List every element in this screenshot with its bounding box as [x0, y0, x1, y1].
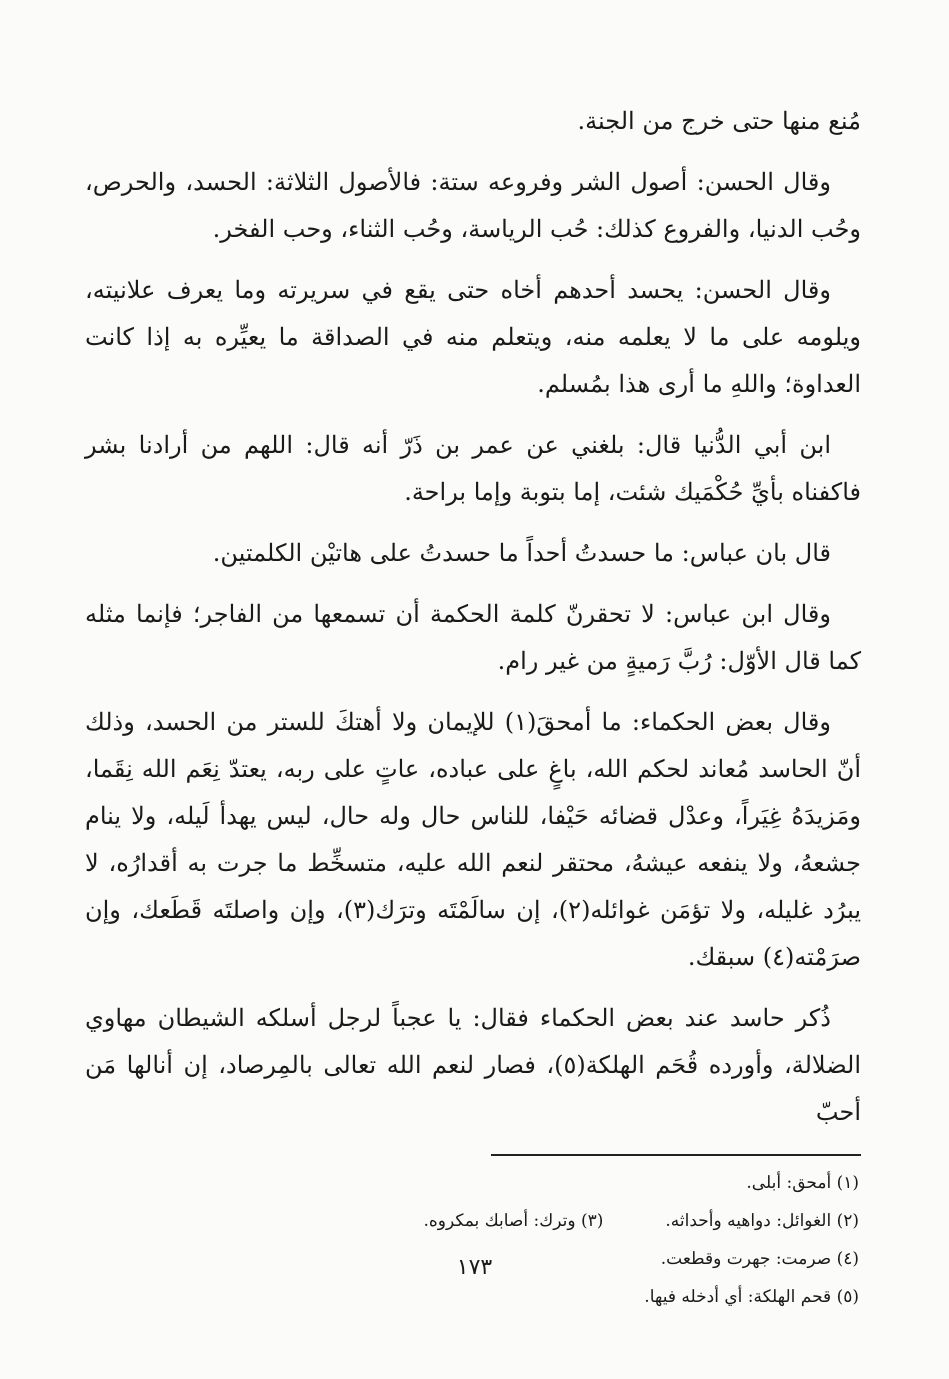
paragraph-8: ذُكر حاسد عند بعض الحكماء فقال: يا عجباً لرجل أسلكه الشيطان مهاوي الضلالة، وأورده قُحَم الهلكة(٥)، فصار لنعم الله تعالى بالمِرصاد، إن أنالها مَن أحبّ: [85, 1004, 861, 1126]
footnote-2: (٢) الغوائل: دواهيه وأحداثه.: [665, 1211, 859, 1231]
paragraph-6: وقال ابن عباس: لا تحقرنّ كلمة الحكمة أن تسمعها من الفاجر؛ فإنما مثله كما قال الأوّل: رُبَّ رَميةٍ من غير رام.: [85, 600, 861, 675]
paragraph-3: وقال الحسن: يحسد أحدهم أخاه حتى يقع في سريرته وما يعرف علانيته، ويلومه على ما لا يعلمه منه، ويتعلم منه في الصداقة ما يعيِّره به إذا كانت العداوة؛ واللهِ ما أرى هذا بمُسلم.: [85, 276, 861, 398]
footnotes: [85, 1164, 861, 1316]
main-text: [85, 98, 861, 1136]
footnote-1: (١) أمحق: أبلى.: [746, 1173, 859, 1193]
paragraph-2: وقال الحسن: أصول الشر وفروعه ستة: فالأصول الثلاثة: الحسد، والحرص، وحُب الدنيا، والفروع كذلك: حُب الرياسة، وحُب الثناء، وحب الفخر.: [85, 168, 861, 243]
footnote-divider: [491, 1154, 861, 1156]
paragraph-7: وقال بعض الحكماء: ما أمحقَ(١) للإيمان ولا أهتكَ للستر من الحسد، وذلك أنّ الحاسد مُعاند لحكم الله، باغٍ على عباده، عاتٍ على ربه، يعتدّ نِعَم الله نِقَما، ومَزيدَهُ غِيَراً، وعدْل قضائه حَيْفا، للناس حال وله حال، ليس يهدأ لَيله، ولا ينام جشعهُ، ولا ينفعه عيشهُ، محتقر لنعم الله عليه، متسخِّط ما جرت به أقدارُه، لا يبرُد غليله، ولا تؤمَن غوائله(٢)، إن سالَمْتَه وترَك(٣)، وإن واصلتَه قَطَعك، وإن صرَمْته(٤) سبقك.: [85, 708, 861, 971]
paragraph-5: قال بان عباس: ما حسدتُ أحداً ما حسدتُ على هاتيْن الكلمتين.: [212, 539, 831, 567]
footnote-4: (٤) صرمت: جهرت وقطعت.: [660, 1249, 859, 1269]
page-number: ١٧٣: [456, 1255, 493, 1280]
paragraph-1: مُنع منها حتى خرج من الجنة.: [577, 107, 861, 135]
footnote-3: (٣) وترك: أصابك بمكروه.: [423, 1211, 604, 1231]
paragraph-4: ابن أبي الدُّنيا قال: بلغني عن عمر بن ذَرّ أنه قال: اللهم من أرادنا بشر فاكفناه بأيِّ حُكْمَيك شئت، إما بتوبة وإما براحة.: [85, 431, 861, 506]
footnote-row-2-3: [85, 1202, 861, 1240]
footnote-5: (٥) قحم الهلكة: أي أدخله فيها.: [644, 1287, 859, 1307]
